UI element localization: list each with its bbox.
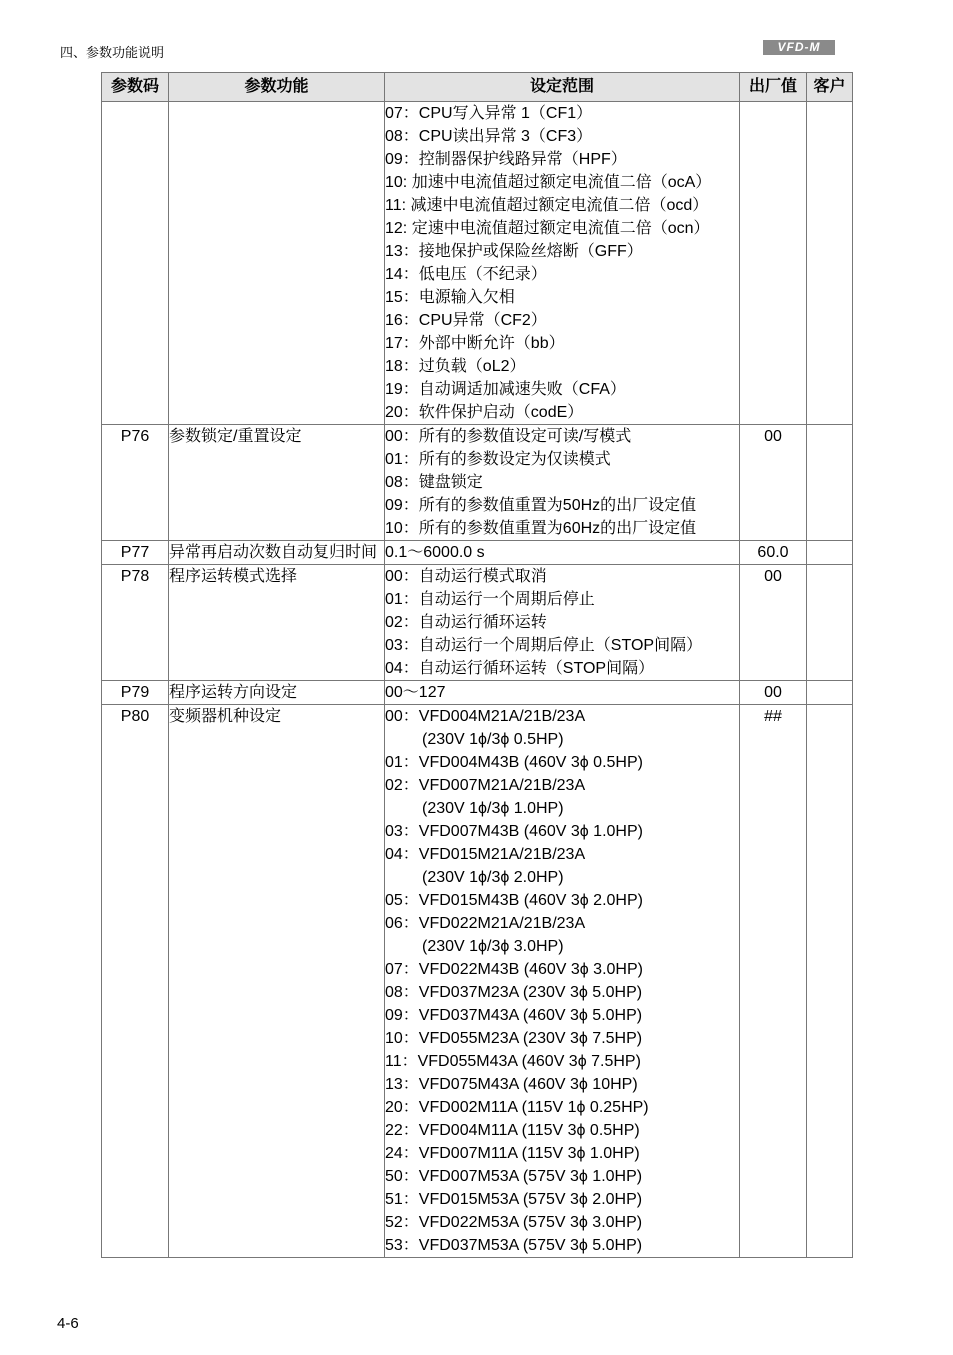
setting-range — [385, 565, 740, 681]
customer-value — [807, 565, 853, 681]
range-option: 09：所有的参数值重置为50Hz的出厂设定值 — [385, 497, 697, 514]
range-option: 06：VFD022M21A/21B/23A — [385, 915, 586, 932]
range-option: 00：所有的参数值设定可读/写模式 — [385, 428, 632, 445]
range-option: 10：所有的参数值重置为60Hz的出厂设定值 — [385, 520, 697, 537]
range-option: 50：VFD007M53A (575V 3ϕ 1.0HP) — [385, 1168, 643, 1185]
factory-default — [740, 102, 807, 425]
range-option: 09：VFD037M43A (460V 3ϕ 5.0HP) — [385, 1007, 643, 1024]
range-option: 00：VFD004M21A/21B/23A — [385, 708, 586, 725]
customer-value — [807, 681, 853, 705]
range-option: 09：控制器保护线路异常（HPF） — [385, 151, 627, 168]
range-option: 01：所有的参数设定为仅读模式 — [385, 451, 611, 468]
factory-default: ## — [740, 705, 807, 1258]
range-option: 07：CPU写入异常 1（CF1） — [385, 105, 593, 122]
parameter-code: P78 — [102, 565, 169, 681]
table-row — [102, 541, 853, 565]
setting-range — [385, 425, 740, 541]
parameter-function: 程序运转方向设定 — [169, 681, 385, 705]
table-row — [102, 102, 853, 425]
range-option: 04：VFD015M21A/21B/23A — [385, 846, 586, 863]
range-option: 19：自动调适加减速失败（CFA） — [385, 381, 626, 398]
parameter-function: 程序运转模式选择 — [169, 565, 385, 681]
range-option: 05：VFD015M43B (460V 3ϕ 2.0HP) — [385, 892, 643, 909]
factory-default: 00 — [740, 565, 807, 681]
table-row — [102, 425, 853, 541]
range-option: 22：VFD004M11A (115V 3ϕ 0.5HP) — [385, 1122, 640, 1139]
parameter-code: P80 — [102, 705, 169, 1258]
table-header-row — [102, 73, 853, 102]
range-option: 00～127 — [385, 684, 446, 701]
range-option: 08：键盘锁定 — [385, 474, 483, 491]
range-option: (230V 1ϕ/3ϕ 0.5HP) — [422, 731, 564, 748]
factory-default: 60.0 — [740, 541, 807, 565]
customer-value — [807, 705, 853, 1258]
page-number: 4-6 — [57, 1315, 79, 1332]
table-row — [102, 705, 853, 1258]
customer-value — [807, 541, 853, 565]
range-option: 01：VFD004M43B (460V 3ϕ 0.5HP) — [385, 754, 643, 771]
section-title: 四、参数功能说明 — [60, 46, 165, 61]
range-option: 52：VFD022M53A (575V 3ϕ 3.0HP) — [385, 1214, 643, 1231]
range-option: 02：自动运行循环运转 — [385, 614, 547, 631]
range-option: 18：过负载（oL2） — [385, 358, 526, 375]
parameter-code: P77 — [102, 541, 169, 565]
setting-range — [385, 541, 740, 565]
parameter-code: P76 — [102, 425, 169, 541]
range-option: 10: 加速中电流值超过额定电流值二倍（ocA） — [385, 174, 712, 191]
setting-range — [385, 681, 740, 705]
range-option: 12: 定速中电流值超过额定电流值二倍（ocn） — [385, 220, 710, 237]
column-header-code: 参数码 — [102, 73, 169, 102]
setting-range — [385, 102, 740, 425]
range-option: 13：VFD075M43A (460V 3ϕ 10HP) — [385, 1076, 638, 1093]
brand-logo: VFD-M — [763, 40, 835, 55]
parameter-table — [101, 72, 853, 1258]
range-option: 17：外部中断允许（bb） — [385, 335, 565, 352]
range-option: 16：CPU异常（CF2） — [385, 312, 547, 329]
range-option: 07：VFD022M43B (460V 3ϕ 3.0HP) — [385, 961, 643, 978]
parameter-function: 参数锁定/重置设定 — [169, 425, 385, 541]
setting-range — [385, 705, 740, 1258]
range-option: 02：VFD007M21A/21B/23A — [385, 777, 586, 794]
parameter-function: 异常再启动次数自动复归时间 — [169, 541, 385, 565]
range-option: 11: 减速中电流值超过额定电流值二倍（ocd） — [385, 197, 709, 214]
range-option: 01：自动运行一个周期后停止 — [385, 591, 595, 608]
range-option: 00：自动运行模式取消 — [385, 568, 547, 585]
range-option: 20：VFD002M11A (115V 1ϕ 0.25HP) — [385, 1099, 649, 1116]
column-header-range: 设定范围 — [385, 73, 740, 102]
range-option: 03：自动运行一个周期后停止（STOP间隔） — [385, 637, 703, 654]
range-option: 51：VFD015M53A (575V 3ϕ 2.0HP) — [385, 1191, 643, 1208]
factory-default: 00 — [740, 681, 807, 705]
parameter-code: P79 — [102, 681, 169, 705]
range-option: 0.1～6000.0 s — [385, 544, 485, 561]
factory-default: 00 — [740, 425, 807, 541]
range-option: 03：VFD007M43B (460V 3ϕ 1.0HP) — [385, 823, 643, 840]
parameter-code — [102, 102, 169, 425]
table-row — [102, 681, 853, 705]
range-option: 24：VFD007M11A (115V 3ϕ 1.0HP) — [385, 1145, 640, 1162]
customer-value — [807, 425, 853, 541]
range-option: 14：低电压（不纪录） — [385, 266, 547, 283]
customer-value — [807, 102, 853, 425]
range-option: (230V 1ϕ/3ϕ 3.0HP) — [422, 938, 564, 955]
range-option: 08：CPU读出异常 3（CF3） — [385, 128, 593, 145]
parameter-function: 变频器机种设定 — [169, 705, 385, 1258]
column-header-customer: 客户 — [807, 73, 853, 102]
table-row — [102, 565, 853, 681]
range-option: 13：接地保护或保险丝熔断（GFF） — [385, 243, 643, 260]
column-header-default: 出厂值 — [740, 73, 807, 102]
table-body — [102, 102, 853, 1258]
range-option: 20：软件保护启动（codE） — [385, 404, 584, 421]
range-option: 08：VFD037M23A (230V 3ϕ 5.0HP) — [385, 984, 643, 1001]
range-option: 04：自动运行循环运转（STOP间隔） — [385, 660, 655, 677]
range-option: 11：VFD055M43A (460V 3ϕ 7.5HP) — [385, 1053, 641, 1070]
column-header-function: 参数功能 — [169, 73, 385, 102]
range-option: (230V 1ϕ/3ϕ 2.0HP) — [422, 869, 564, 886]
parameter-function — [169, 102, 385, 425]
range-option: 15：电源输入欠相 — [385, 289, 515, 306]
range-option: (230V 1ϕ/3ϕ 1.0HP) — [422, 800, 564, 817]
range-option: 53：VFD037M53A (575V 3ϕ 5.0HP) — [385, 1237, 643, 1254]
range-option: 10：VFD055M23A (230V 3ϕ 7.5HP) — [385, 1030, 643, 1047]
